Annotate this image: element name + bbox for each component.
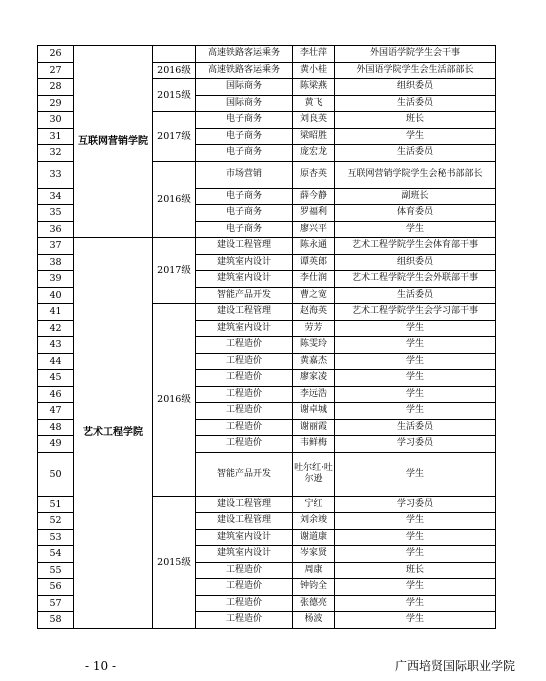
row-number: 47: [38, 403, 74, 420]
row-number: 28: [38, 79, 74, 96]
student-role: 组织委员: [335, 254, 496, 271]
student-role: 学习委员: [335, 436, 496, 453]
student-name: 廖兴平: [293, 221, 335, 238]
major-name: 工程造价: [196, 419, 293, 436]
major-name: 工程造价: [196, 579, 293, 596]
student-name: 劳芳: [293, 320, 335, 337]
footer-organization: 广西培贤国际职业学院: [395, 659, 516, 673]
student-name: 陈永通: [293, 238, 335, 255]
row-number: 41: [38, 304, 74, 321]
student-role: 学生: [335, 452, 496, 496]
grade-year: 2016级: [153, 304, 196, 497]
grade-year: [153, 46, 196, 63]
student-role: 艺术工程学院学生会学习部干事: [335, 304, 496, 321]
student-name: 韦鲜梅: [293, 436, 335, 453]
student-name: 黄飞: [293, 95, 335, 112]
major-name: 建设工程管理: [196, 513, 293, 530]
grade-year: 2016级: [153, 161, 196, 238]
major-name: 国际商务: [196, 95, 293, 112]
major-name: 高速铁路客运乘务: [196, 62, 293, 79]
row-number: 48: [38, 419, 74, 436]
student-role: 学生: [335, 221, 496, 238]
student-role: 外国语学院学生会生活部部长: [335, 62, 496, 79]
major-name: 工程造价: [196, 595, 293, 612]
major-name: 工程造价: [196, 403, 293, 420]
row-number: 58: [38, 612, 74, 629]
major-name: 建筑室内设计: [196, 271, 293, 288]
student-role: 生活委员: [335, 95, 496, 112]
major-name: 电子商务: [196, 128, 293, 145]
student-role: 学生: [335, 546, 496, 563]
major-name: 建设工程管理: [196, 304, 293, 321]
row-number: 39: [38, 271, 74, 288]
student-name: 黄小桂: [293, 62, 335, 79]
student-name: 谢道康: [293, 529, 335, 546]
major-name: 建设工程管理: [196, 496, 293, 513]
student-name: 刘良英: [293, 112, 335, 129]
student-name: 谢卓城: [293, 403, 335, 420]
student-role: 学习委员: [335, 496, 496, 513]
student-name: 赵海英: [293, 304, 335, 321]
student-role: 学生: [335, 353, 496, 370]
student-role: 班长: [335, 112, 496, 129]
row-number: 26: [38, 46, 74, 63]
major-name: 智能产品开发: [196, 287, 293, 304]
row-number: 32: [38, 145, 74, 162]
student-role: 外国语学院学生会干事: [335, 46, 496, 63]
major-name: 智能产品开发: [196, 452, 293, 496]
student-name: 庞宏龙: [293, 145, 335, 162]
major-name: 建筑室内设计: [196, 254, 293, 271]
major-name: 电子商务: [196, 145, 293, 162]
grade-year: 2015级: [153, 496, 196, 628]
student-name: 张德亮: [293, 595, 335, 612]
row-number: 36: [38, 221, 74, 238]
student-roster-table: [37, 45, 496, 629]
student-name: 廖家凌: [293, 370, 335, 387]
row-number: 46: [38, 386, 74, 403]
student-role: 学生: [335, 370, 496, 387]
major-name: 市场营销: [196, 161, 293, 188]
major-name: 建设工程管理: [196, 238, 293, 255]
student-name: 谭英郎: [293, 254, 335, 271]
student-name: 陈雯玲: [293, 337, 335, 354]
major-name: 工程造价: [196, 353, 293, 370]
major-name: 国际商务: [196, 79, 293, 96]
student-role: 艺术工程学院学生会外联部干事: [335, 271, 496, 288]
row-number: 54: [38, 546, 74, 563]
row-number: 29: [38, 95, 74, 112]
student-name: 李远浩: [293, 386, 335, 403]
student-role: 生活委员: [335, 419, 496, 436]
student-name: 陈梁燕: [293, 79, 335, 96]
row-number: 38: [38, 254, 74, 271]
major-name: 电子商务: [196, 188, 293, 205]
row-number: 34: [38, 188, 74, 205]
row-number: 40: [38, 287, 74, 304]
row-number: 37: [38, 238, 74, 255]
student-name: 钟钧全: [293, 579, 335, 596]
student-role: 学生: [335, 320, 496, 337]
grade-year: 2017级: [153, 238, 196, 304]
student-name: 罗福利: [293, 205, 335, 222]
row-number: 35: [38, 205, 74, 222]
student-roster-body: [38, 46, 496, 629]
student-name: 梁昭胜: [293, 128, 335, 145]
student-role: 学生: [335, 513, 496, 530]
student-role: 学生: [335, 337, 496, 354]
major-name: 电子商务: [196, 112, 293, 129]
student-role: 生活委员: [335, 287, 496, 304]
student-role: 体育委员: [335, 205, 496, 222]
student-role: 副班长: [335, 188, 496, 205]
major-name: 工程造价: [196, 612, 293, 629]
row-number: 33: [38, 161, 74, 188]
row-number: 53: [38, 529, 74, 546]
row-number: 30: [38, 112, 74, 129]
student-name: 宁红: [293, 496, 335, 513]
student-name: 刘余竣: [293, 513, 335, 530]
row-number: 44: [38, 353, 74, 370]
student-role: 班长: [335, 562, 496, 579]
student-role: 互联网营销学院学生会秘书部部长: [335, 161, 496, 188]
student-name: 李仕润: [293, 271, 335, 288]
student-role: 学生: [335, 612, 496, 629]
major-name: 工程造价: [196, 337, 293, 354]
row-number: 27: [38, 62, 74, 79]
student-name: 李壮萍: [293, 46, 335, 63]
student-name: 薛今静: [293, 188, 335, 205]
student-role: 组织委员: [335, 79, 496, 96]
student-name: 杨波: [293, 612, 335, 629]
grade-year: 2015级: [153, 79, 196, 112]
row-number: 43: [38, 337, 74, 354]
row-number: 56: [38, 579, 74, 596]
row-number: 45: [38, 370, 74, 387]
student-role: 学生: [335, 128, 496, 145]
major-name: 工程造价: [196, 562, 293, 579]
student-role: 学生: [335, 595, 496, 612]
row-number: 57: [38, 595, 74, 612]
student-role: 艺术工程学院学生会体育部干事: [335, 238, 496, 255]
student-role: 学生: [335, 403, 496, 420]
college-name: 艺术工程学院: [74, 238, 153, 629]
grade-year: 2016级: [153, 62, 196, 79]
table-row: [38, 238, 496, 255]
row-number: 49: [38, 436, 74, 453]
major-name: 工程造价: [196, 370, 293, 387]
student-name: 曹之宽: [293, 287, 335, 304]
student-name: 黄嘉杰: [293, 353, 335, 370]
student-role: 生活委员: [335, 145, 496, 162]
table-row: [38, 46, 496, 63]
major-name: 高速铁路客运乘务: [196, 46, 293, 63]
major-name: 电子商务: [196, 205, 293, 222]
row-number: 52: [38, 513, 74, 530]
row-number: 55: [38, 562, 74, 579]
student-role: 学生: [335, 529, 496, 546]
major-name: 工程造价: [196, 436, 293, 453]
row-number: 42: [38, 320, 74, 337]
major-name: 电子商务: [196, 221, 293, 238]
student-name: 谢丽霞: [293, 419, 335, 436]
student-name: 岑家贤: [293, 546, 335, 563]
major-name: 建筑室内设计: [196, 546, 293, 563]
student-name: 周康: [293, 562, 335, 579]
row-number: 31: [38, 128, 74, 145]
major-name: 工程造价: [196, 386, 293, 403]
student-name: 原杏英: [293, 161, 335, 188]
college-name: 互联网营销学院: [74, 46, 153, 238]
student-role: 学生: [335, 386, 496, 403]
student-role: 学生: [335, 579, 496, 596]
major-name: 建筑室内设计: [196, 320, 293, 337]
grade-year: 2017级: [153, 112, 196, 162]
student-name: 吐尔红·吐尔逊: [293, 452, 335, 496]
page-number: - 10 -: [85, 659, 117, 673]
major-name: 建筑室内设计: [196, 529, 293, 546]
row-number: 51: [38, 496, 74, 513]
row-number: 50: [38, 452, 74, 496]
